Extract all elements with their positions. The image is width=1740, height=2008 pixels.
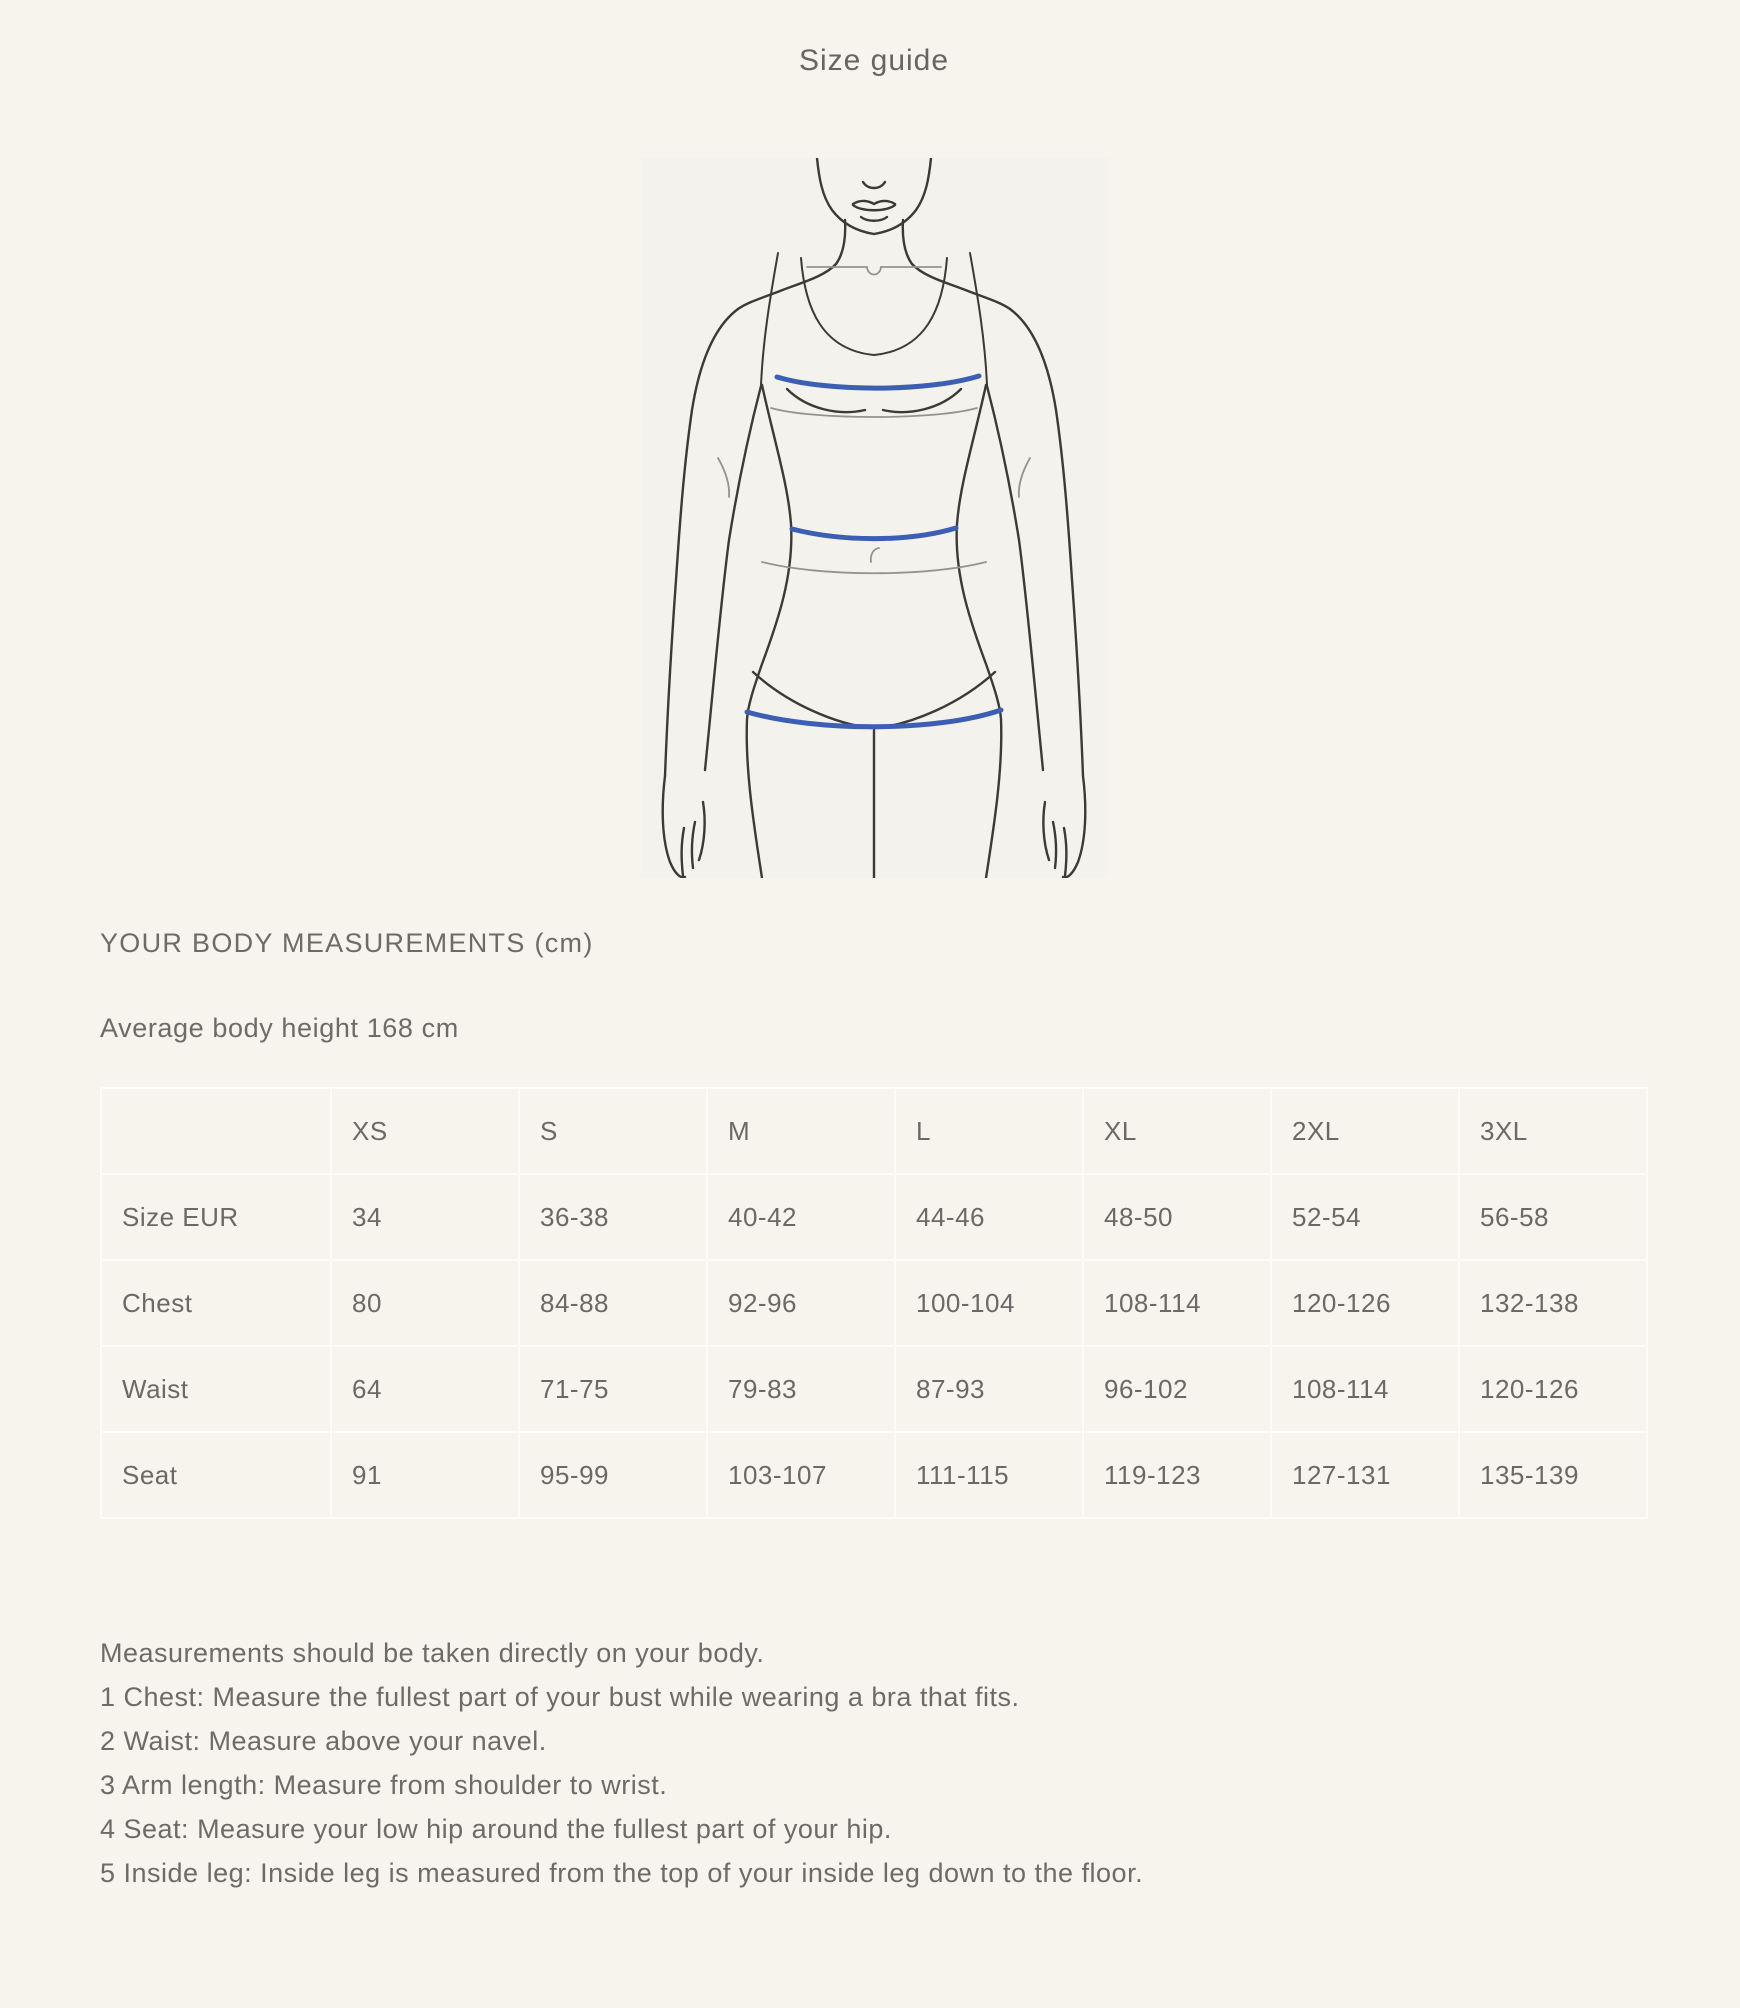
size-value-cell: 100-104 [895, 1260, 1083, 1346]
size-value-cell: 120-126 [1271, 1260, 1459, 1346]
size-value-cell: 120-126 [1459, 1346, 1647, 1432]
size-column-header: 3XL [1459, 1088, 1647, 1174]
hand-left-finger-1 [681, 828, 683, 876]
size-value-cell: 92-96 [707, 1260, 895, 1346]
size-guide-page [100, 0, 1648, 1895]
body-measurement-illustration [641, 158, 1108, 878]
size-table-row [101, 1260, 1647, 1346]
size-value-cell: 71-75 [519, 1346, 707, 1432]
measurement-row-label: Chest [101, 1260, 331, 1346]
hand-right-thumb [1043, 802, 1049, 860]
measurement-instructions [100, 1631, 1648, 1895]
waist-measure-line [792, 528, 956, 539]
female-body-outline-illustration [641, 158, 1107, 878]
size-column-header: 2XL [1271, 1088, 1459, 1174]
size-value-cell: 64 [331, 1346, 519, 1432]
figure-container [100, 158, 1648, 878]
measurement-row-label: Waist [101, 1346, 331, 1432]
size-value-cell: 119-123 [1083, 1432, 1271, 1518]
measurement-row-label: Size EUR [101, 1174, 331, 1260]
size-column-header: XL [1083, 1088, 1271, 1174]
hand-left-finger-2 [691, 822, 694, 868]
size-value-cell: 108-114 [1083, 1260, 1271, 1346]
size-value-cell: 132-138 [1459, 1260, 1647, 1346]
size-table-corner-cell [101, 1088, 331, 1174]
arm-outer-left [665, 309, 738, 776]
size-table-row [101, 1346, 1647, 1432]
bra-strap-right [970, 253, 987, 385]
size-value-cell: 40-42 [707, 1174, 895, 1260]
elbow-crease-right [1018, 458, 1029, 497]
size-table-row [101, 1174, 1647, 1260]
average-height-note: Average body height 168 cm [100, 1013, 459, 1043]
neck-shoulder-right [902, 220, 1009, 309]
torso-side-right [956, 385, 1001, 878]
neck-notch [867, 267, 881, 275]
size-value-cell: 44-46 [895, 1174, 1083, 1260]
size-value-cell: 36-38 [519, 1174, 707, 1260]
seat-measure-line [747, 710, 1001, 727]
size-value-cell: 79-83 [707, 1346, 895, 1432]
bust-curve-right [883, 389, 961, 412]
size-value-cell: 108-114 [1271, 1346, 1459, 1432]
bra-strap-left [761, 253, 778, 385]
instruction-line: 5 Inside leg: Inside leg is measured from the top of your inside leg down to the floor. [100, 1858, 1144, 1888]
page-title: Size guide [798, 44, 950, 77]
upper-lip-line [853, 201, 895, 204]
size-column-header: L [895, 1088, 1083, 1174]
instruction-line: Measurements should be taken directly on your body. [100, 1638, 765, 1668]
bust-curve-left [787, 389, 865, 412]
size-value-cell: 56-58 [1459, 1174, 1647, 1260]
size-value-cell: 91 [331, 1432, 519, 1518]
size-column-header: M [707, 1088, 895, 1174]
size-value-cell: 84-88 [519, 1260, 707, 1346]
mouth-line [853, 205, 895, 210]
brief-leg-line-right [877, 672, 995, 728]
measurement-row-label: Seat [101, 1432, 331, 1518]
bra-underband-line [771, 408, 977, 417]
size-value-cell: 52-54 [1271, 1174, 1459, 1260]
instruction-line: 2 Waist: Measure above your navel. [100, 1726, 547, 1756]
instruction-line: 3 Arm length: Measure from shoulder to wrist. [100, 1770, 668, 1800]
size-value-cell: 103-107 [707, 1432, 895, 1518]
size-value-cell: 34 [331, 1174, 519, 1260]
torso-side-left [746, 385, 791, 878]
lower-lip-line [861, 217, 887, 221]
navel-mark [870, 548, 878, 562]
size-column-header: S [519, 1088, 707, 1174]
measurements-heading: YOUR BODY MEASUREMENTS (cm) [100, 928, 594, 958]
chest-measure-line [777, 376, 979, 388]
size-value-cell: 48-50 [1083, 1174, 1271, 1260]
size-table [100, 1087, 1648, 1519]
size-value-cell: 111-115 [895, 1432, 1083, 1518]
size-value-cell: 96-102 [1083, 1346, 1271, 1432]
size-value-cell: 95-99 [519, 1432, 707, 1518]
size-value-cell: 127-131 [1271, 1432, 1459, 1518]
hand-right-finger-1 [1064, 828, 1066, 876]
nose-line [863, 182, 885, 188]
size-value-cell: 135-139 [1459, 1432, 1647, 1518]
size-table-row [101, 1432, 1647, 1518]
instruction-line: 4 Seat: Measure your low hip around the fullest part of your hip. [100, 1814, 892, 1844]
size-value-cell: 80 [331, 1260, 519, 1346]
instruction-line: 1 Chest: Measure the fullest part of your bust while wearing a bra that fits. [100, 1682, 1020, 1712]
brief-waistband-line [762, 562, 986, 573]
size-value-cell: 87-93 [895, 1346, 1083, 1432]
elbow-crease-left [718, 458, 729, 497]
neck-shoulder-left [738, 220, 845, 309]
hand-right-finger-2 [1053, 822, 1056, 868]
hand-left-thumb [699, 802, 705, 860]
arm-outer-right [1010, 309, 1083, 776]
size-column-header: XS [331, 1088, 519, 1174]
